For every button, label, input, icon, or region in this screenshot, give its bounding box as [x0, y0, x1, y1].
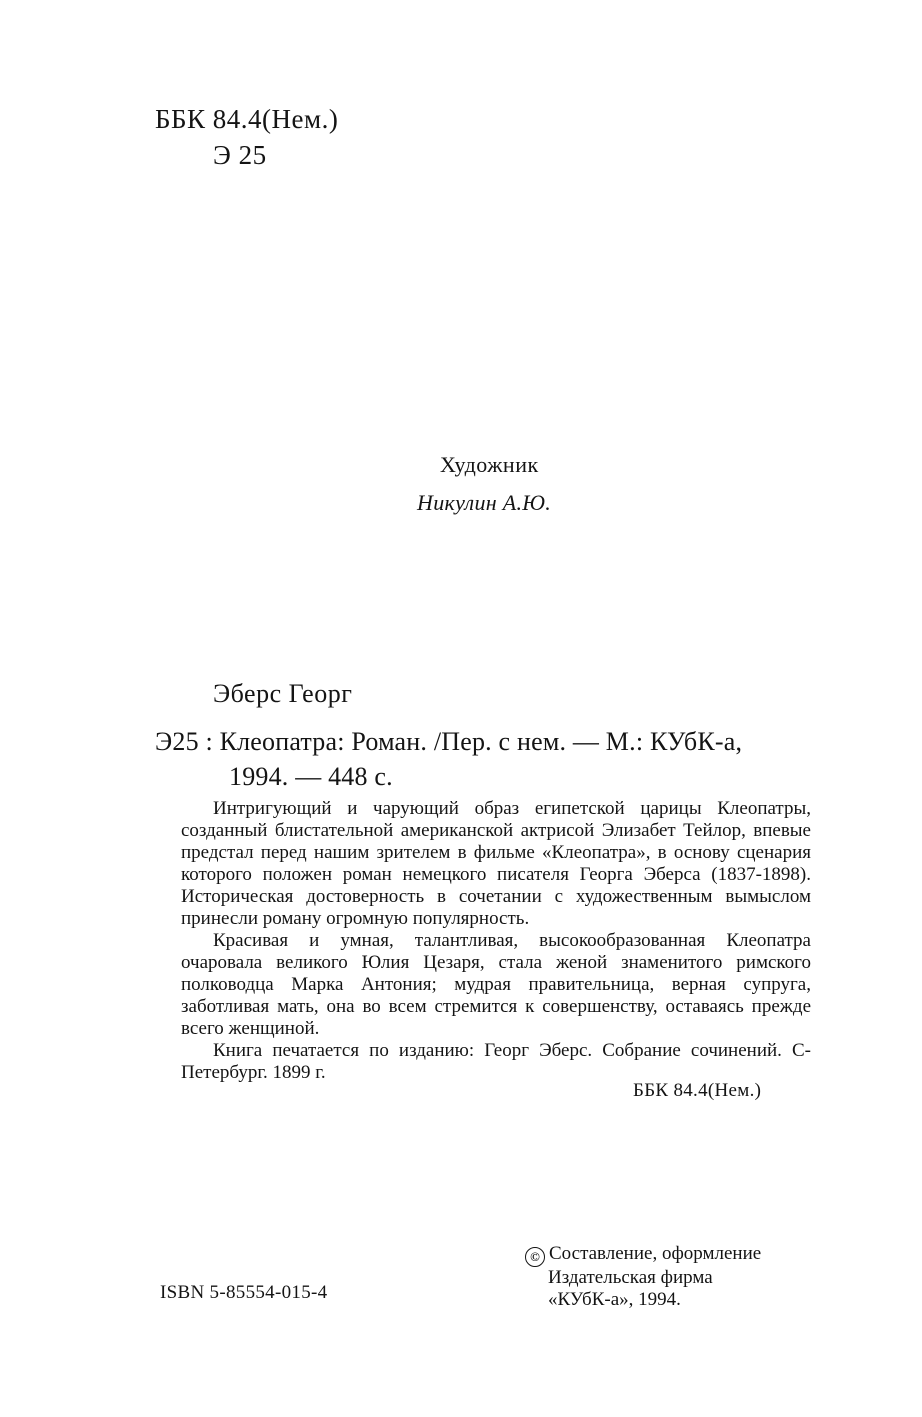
- bbk-classification-bottom: ББК 84.4(Нем.): [633, 1080, 762, 1101]
- annotation-paragraph: Красивая и умная, талантливая, высокообразованная Клеопатра очаровала великого Юлия Цезаря, стала женой знаменитого римского полководца Марка Антония; мудрая правительница, верная супруга, заботливая мать, она во всем стремится к совершенству, оставаясь прежде всего женщиной.: [181, 930, 811, 1039]
- illustrator-label: Художник: [440, 452, 539, 477]
- bbk-classification: ББК 84.4(Нем.): [155, 104, 339, 134]
- author-heading: Эберс Георг: [213, 679, 353, 708]
- bibliographic-record-line-1: Э25 : Клеопатра: Роман. /Пер. с нем. — М.: КУбК-а,: [155, 727, 743, 756]
- copyright-text-1: Составление, оформление: [549, 1243, 762, 1264]
- annotation-paragraph: Книга печатается по изданию: Георг Эберс. Собрание сочинений. С-Петербург. 1899 г.: [181, 1040, 811, 1083]
- annotation-paragraph: Интригующий и чарующий образ египетской царицы Клеопатры, созданный блистательной американской актрисой Элизабет Тейлор, впевые предстал перед нашим зрителем в фильме «Клеопатра», в основу сценария которого положен роман немецкого писателя Георга Эберса (1837-1898). Историческая достоверность в сочетании с художественным вымыслом принесли роману огромную популярность.: [181, 798, 811, 929]
- copyright-icon: ©: [525, 1247, 545, 1267]
- author-index-code: Э 25: [213, 140, 267, 170]
- isbn: ISBN 5-85554-015-4: [160, 1282, 328, 1303]
- illustrator-name: Никулин А.Ю.: [417, 490, 552, 515]
- annotation: [181, 798, 811, 1084]
- copyright-line-1: [525, 1243, 761, 1267]
- bibliographic-record-line-2: 1994. — 448 с.: [229, 762, 393, 791]
- copyright-notice: [525, 1243, 761, 1311]
- copyright-line-2: Издательская фирма: [548, 1267, 713, 1288]
- copyright-line-3: «КУбК-а», 1994.: [548, 1289, 681, 1310]
